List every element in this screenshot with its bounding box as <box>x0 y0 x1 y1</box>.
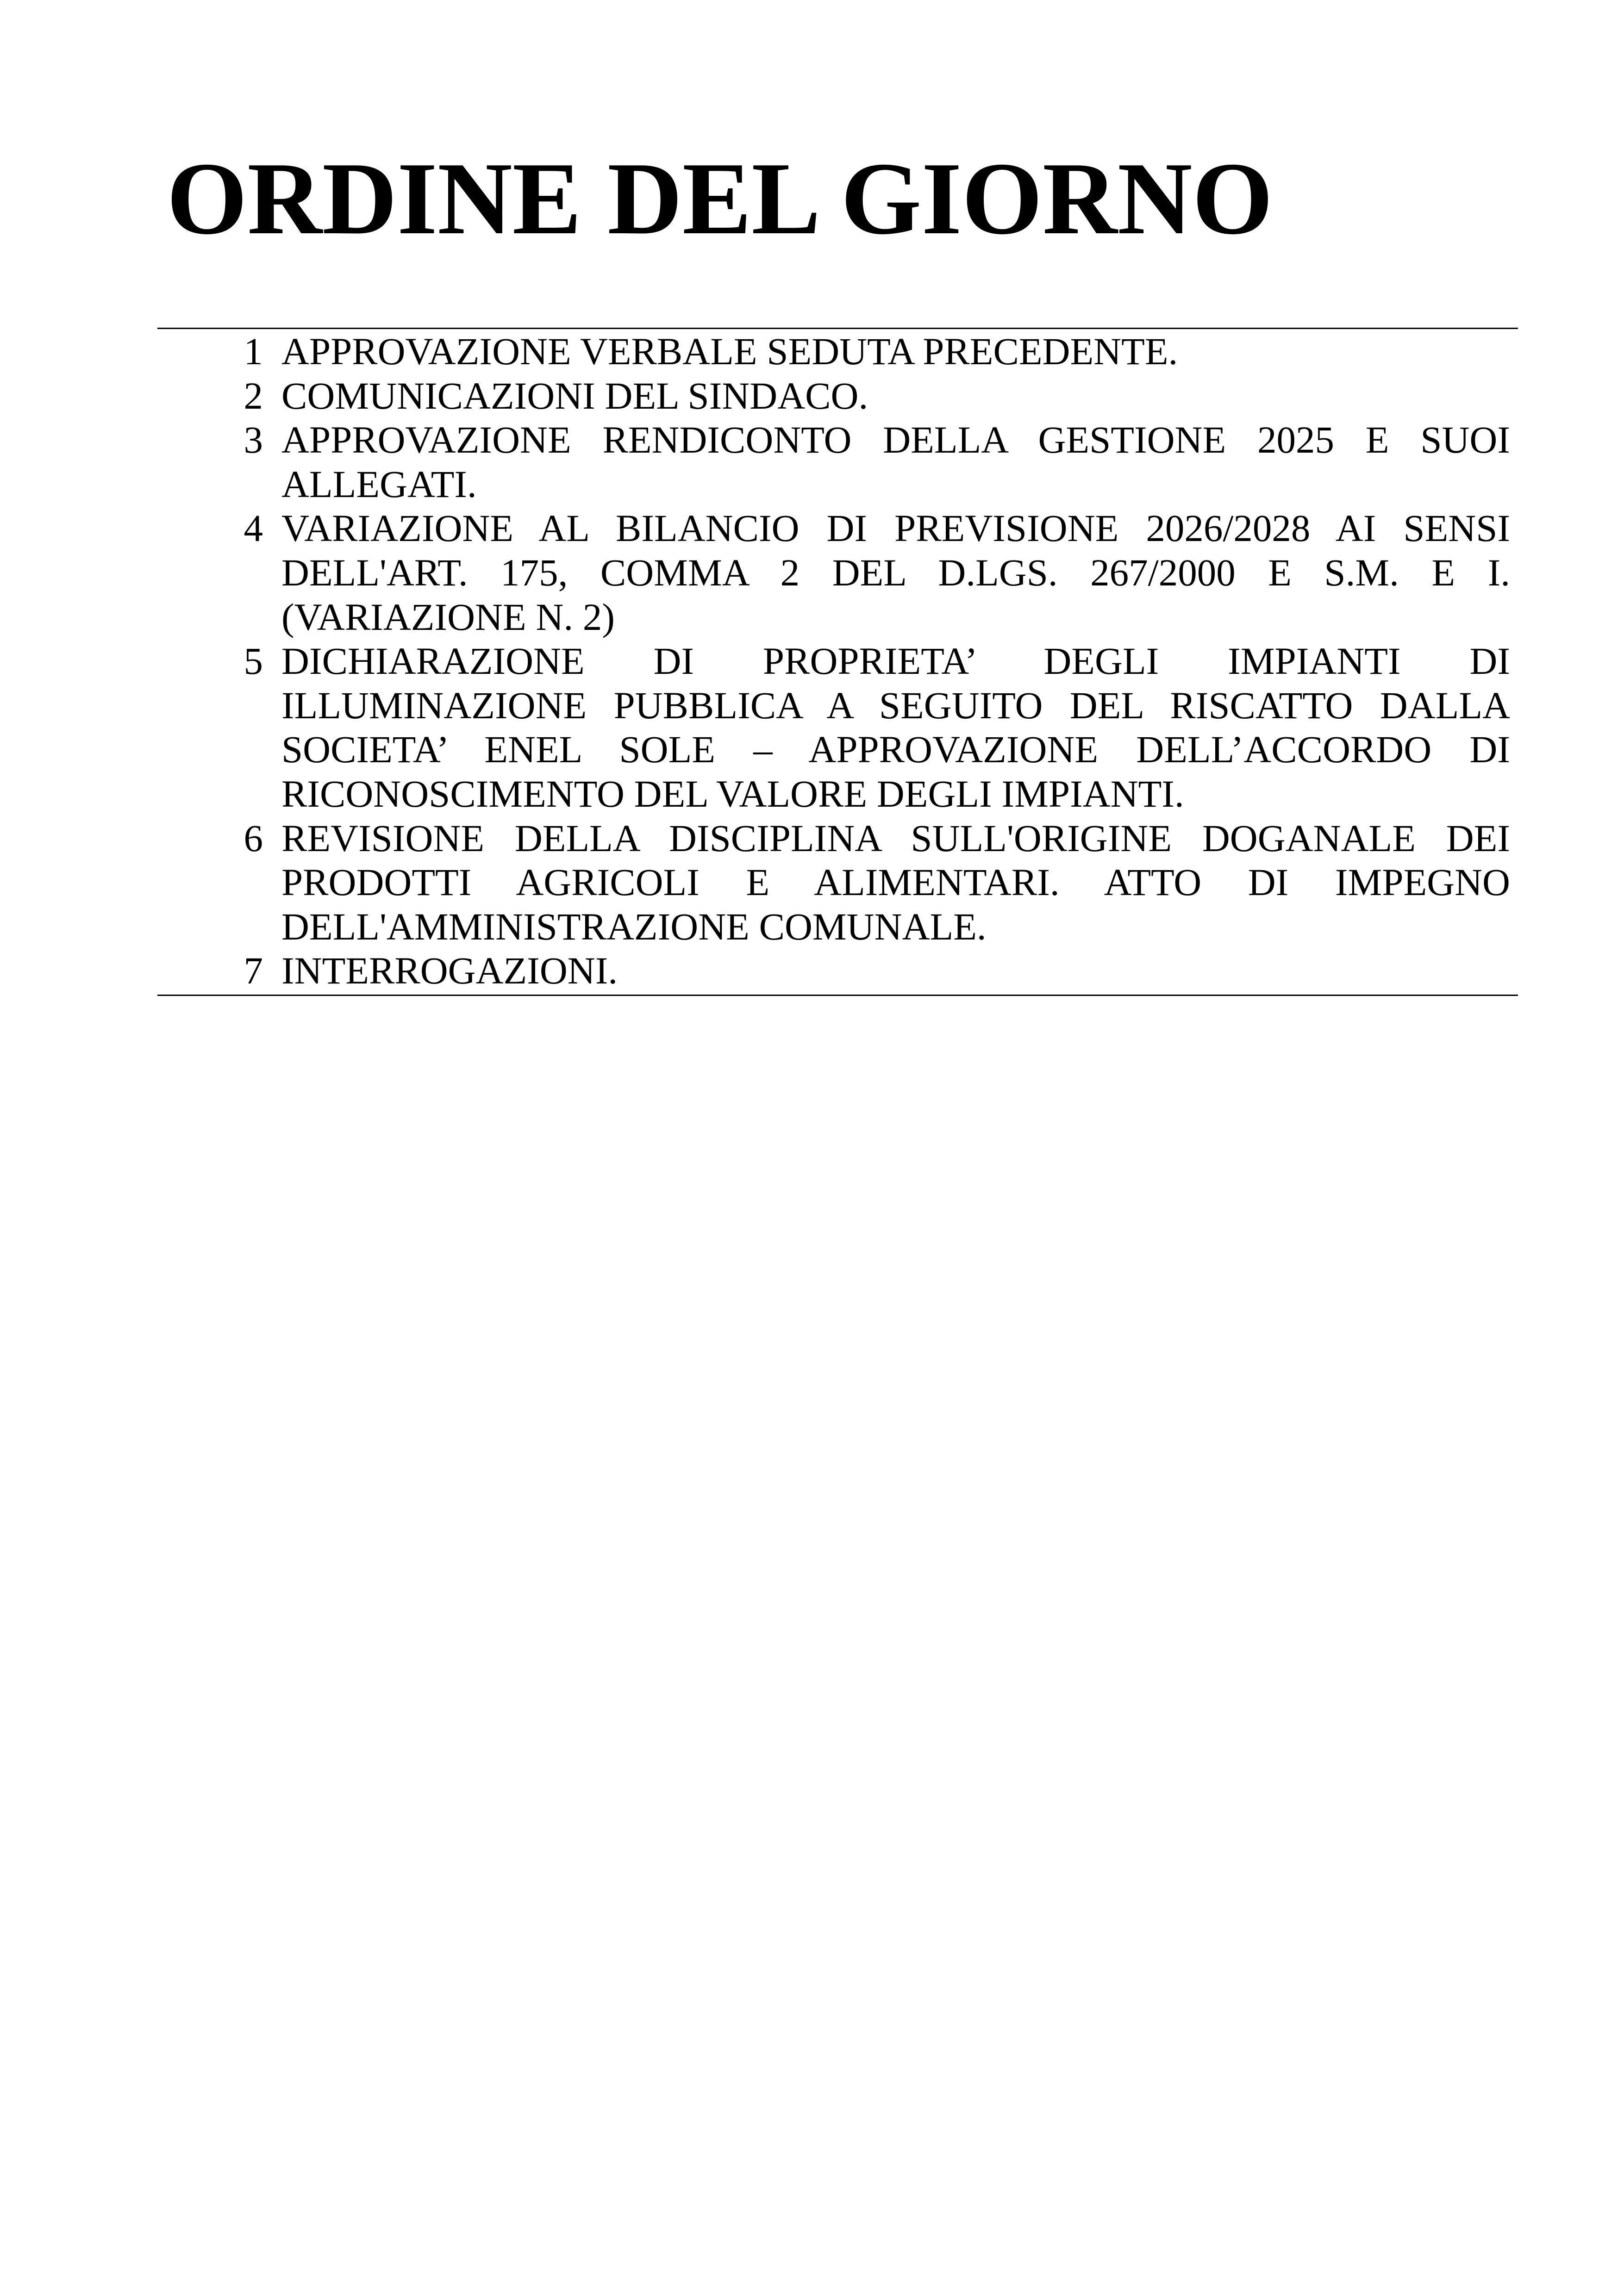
agenda-list <box>157 330 1518 993</box>
item-text: COMUNICAZIONI DEL SINDACO. <box>281 374 868 417</box>
item-text: REVISIONE DELLA DISCIPLINA SULL'ORIGINE DOGANALE DEI PRODOTTI AGRICOLI E ALIMENTARI. ATTO DI IMPEGNO DELL'AMMINISTRAZIONE COMUNALE. <box>281 816 1510 948</box>
agenda-item-7 <box>157 949 1510 993</box>
agenda-item-5 <box>157 639 1510 816</box>
agenda-item-2 <box>157 374 1510 418</box>
item-number: 4 <box>244 507 263 550</box>
item-text: VARIAZIONE AL BILANCIO DI PREVISIONE 2026/2028 AI SENSI DELL'ART. 175, COMMA 2 DEL D.LGS. 267/2000 E S.M. E I. (VARIAZIONE N. 2) <box>281 507 1510 638</box>
item-number: 3 <box>244 418 263 461</box>
item-number: 2 <box>244 374 263 417</box>
agenda-item-6 <box>157 816 1510 949</box>
top-divider <box>157 328 1518 329</box>
bottom-divider <box>157 995 1518 996</box>
item-number: 1 <box>244 330 263 373</box>
agenda-item-4 <box>157 506 1510 639</box>
agenda-item-1 <box>157 330 1510 374</box>
item-text: APPROVAZIONE VERBALE SEDUTA PRECEDENTE. <box>281 330 1178 373</box>
agenda-item-3 <box>157 418 1510 506</box>
item-text: DICHIARAZIONE DI PROPRIETA’ DEGLI IMPIANTI DI ILLUMINAZIONE PUBBLICA A SEGUITO DEL RISCATTO DALLA SOCIETA’ ENEL SOLE – APPROVAZIONE DELL’ACCORDO DI RICONOSCIMENTO DEL VALORE DEGLI IMPIANTI. <box>281 640 1510 815</box>
item-text: INTERROGAZIONI. <box>281 949 618 992</box>
item-text: APPROVAZIONE RENDICONTO DELLA GESTIONE 2025 E SUOI ALLEGATI. <box>281 418 1510 505</box>
item-number: 7 <box>244 949 263 992</box>
page-title: ORDINE DEL GIORNO <box>167 141 1273 256</box>
item-number: 5 <box>244 640 263 683</box>
item-number: 6 <box>244 816 263 859</box>
